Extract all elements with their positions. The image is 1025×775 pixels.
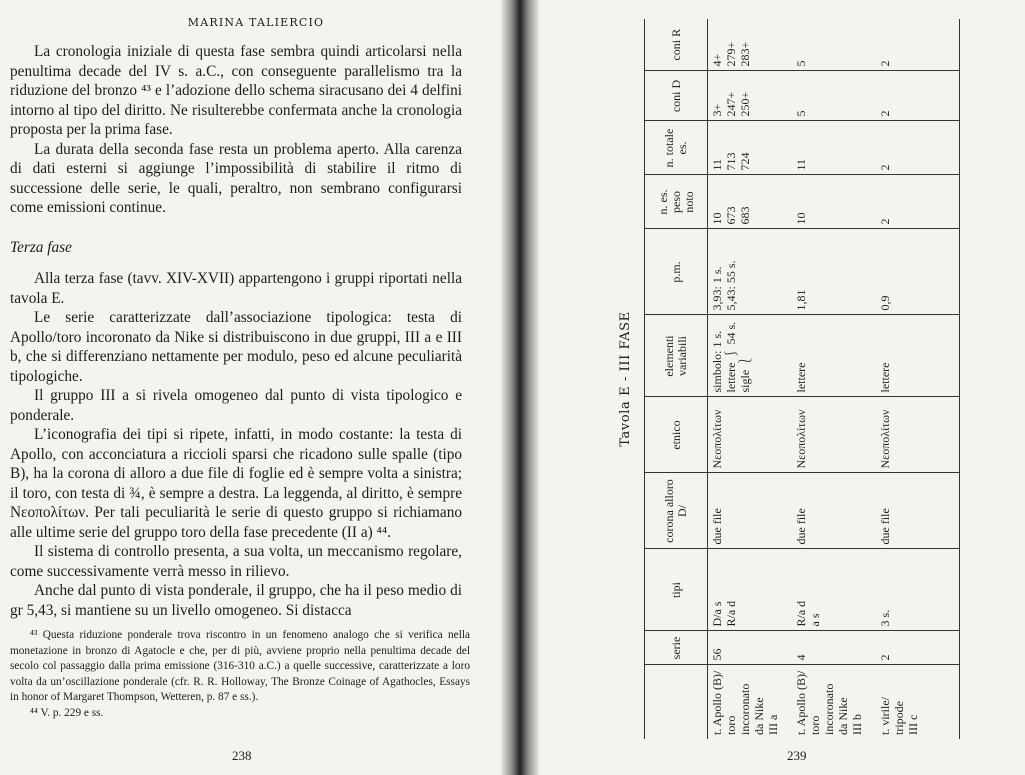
cell-line: t. virile/ xyxy=(877,697,892,735)
table-cell-label xyxy=(708,665,792,739)
table-header-cell: serie xyxy=(645,631,708,665)
table-cell-coni-d xyxy=(708,71,792,121)
table-cell-pm xyxy=(792,229,876,315)
table-header-cell: coni D xyxy=(645,71,708,121)
paragraph: Le serie caratterizzate dall’associazione tipologica: testa di Apollo/toro incoronato da Nike si distribuiscono in due gruppi, III a e III b, che si differenziano nettamente per modulo, peso ed alcune peculiarità tipologiche. xyxy=(10,309,462,385)
cell-line: 11 xyxy=(710,158,724,171)
cell-line: 279+ xyxy=(724,41,738,67)
table-row xyxy=(792,19,876,739)
body-text xyxy=(10,42,462,620)
table-row xyxy=(708,19,792,739)
table-cell-etnico: Νεοπολίτων xyxy=(876,397,960,473)
cell-line: 5 xyxy=(793,110,808,117)
cell-line: tripode xyxy=(891,701,906,735)
paragraph: Il gruppo III a si rivela omogeneo dal punto di vista tipologico e ponderale. xyxy=(10,387,462,424)
table-cell-elementi xyxy=(876,315,960,397)
table-cell-coni-r xyxy=(876,19,960,71)
cell-line: lettere ⎰ 54 s. xyxy=(724,321,738,393)
table-header-cell: coni R xyxy=(645,19,708,71)
table-header-cell: corona alloro D/ xyxy=(645,473,708,549)
rotated-table-block xyxy=(618,19,1012,739)
cell-line: a s xyxy=(807,613,822,627)
paragraph: Il sistema di controllo presenta, a sua volta, un meccanismo regolare, come successivamente verrà messo in rilievo. xyxy=(10,543,462,580)
table-cell-serie: 2 xyxy=(876,631,960,665)
left-page xyxy=(0,0,512,775)
cell-line: 11 xyxy=(793,158,808,171)
cell-line: 1,81 xyxy=(793,289,808,311)
cell-line: sigle ⎱ xyxy=(738,354,752,393)
cell-line: toro incoronato xyxy=(724,683,752,735)
cell-line: t. Apollo (B)/ xyxy=(710,670,724,735)
footnotes xyxy=(10,628,470,721)
table-cell-coni-d xyxy=(876,71,960,121)
table-cell-coni-r xyxy=(708,19,792,71)
table-header-cell: n. totale es. xyxy=(645,121,708,175)
table-cell-label xyxy=(876,665,960,739)
table-cell-coni-r xyxy=(792,19,876,71)
page-number: 239 xyxy=(787,748,807,763)
cell-line: R/a d xyxy=(793,600,808,627)
cell-line: 4+ xyxy=(710,53,724,67)
table-header-row xyxy=(645,19,708,739)
cell-line: 2 xyxy=(877,60,892,67)
table-header-cell: n. es. peso noto xyxy=(645,175,708,229)
table-cell-n-totale xyxy=(708,121,792,175)
cell-line: lettere xyxy=(877,362,892,393)
table-cell-serie: 56 xyxy=(708,631,792,665)
table-cell-corona: due file xyxy=(792,473,876,549)
book-gutter xyxy=(500,0,540,775)
data-table xyxy=(644,19,960,739)
table-cell-n-es-peso xyxy=(708,175,792,229)
table-header-cell: tipi xyxy=(645,549,708,631)
cell-line: D/a s xyxy=(710,601,724,627)
cell-line: 250+ xyxy=(738,91,752,117)
table-cell-label xyxy=(792,665,876,739)
page-number: 238 xyxy=(232,748,252,763)
paragraph: La durata della seconda fase resta un problema aperto. Alla carenza di dati esterni si aggiunge l’impossibilità di stabilire il ritmo di successione delle serie, le quali, peraltro, non sembrano configurarsi come emissioni continue. xyxy=(10,140,462,216)
running-head: MARINA TALIERCIO xyxy=(187,16,325,29)
cell-line: III b xyxy=(849,714,864,735)
cell-line: lettere xyxy=(793,362,808,393)
cell-line: III c xyxy=(905,714,920,735)
cell-line: 673 xyxy=(724,206,738,225)
table-cell-elementi xyxy=(708,315,792,397)
footnote: ⁴³ Questa riduzione ponderale trova riscontro in un fenomeno analogo che si verifica nella monetazione in bronzo di Agatocle e che, per di più, avviene proprio nella penultima decade del secolo col passaggio dalla prima emissione (316-310 a.C.) a quelle successive, caratterizzate a loro volta da un’oscillazione ponderale (cfr. R. R. Holloway, The Bronze Coinage of Agathocles, Essays in honor of Margaret Thompson, Wetteren, p. 87 e ss.). xyxy=(10,629,470,703)
cell-line: 3,93: 1 s. xyxy=(710,266,724,311)
table-cell-serie: 4 xyxy=(792,631,876,665)
table-cell-pm xyxy=(876,229,960,315)
cell-line: simbolo: 1 s. xyxy=(710,330,724,393)
table-cell-corona: due file xyxy=(876,473,960,549)
paragraph: Alla terza fase (tavv. XIV-XVII) appartengono i gruppi riportati nella tavola Ε. xyxy=(10,270,462,307)
cell-line: III a xyxy=(766,714,780,735)
cell-line: toro incoronato xyxy=(807,683,836,735)
paragraph: La cronologia iniziale di questa fase sembra quindi articolarsi nella penultima decade del IV s. a.C., con conseguente parallelismo tra la riduzione del bronzo ⁴³ e l’adozione dello schema siracusano dei 4 delfini intorno al tipo del diritto. Ne risulterebbe confermata anche la cronologia proposta per la prima fase. xyxy=(10,43,462,138)
cell-line: 3+ xyxy=(710,103,724,117)
cell-line: 10 xyxy=(710,212,724,225)
table-cell-n-es-peso xyxy=(792,175,876,229)
table-cell-pm xyxy=(708,229,792,315)
section-title: Terza fase xyxy=(10,238,72,256)
cell-line: da Nike xyxy=(752,697,766,735)
cell-line: 3 s. xyxy=(877,609,892,627)
table-cell-n-totale xyxy=(876,121,960,175)
cell-line: 2 xyxy=(877,164,892,171)
table-cell-tipi xyxy=(708,549,792,631)
cell-line: da Nike xyxy=(835,697,850,735)
cell-line: 5 xyxy=(793,60,808,67)
table-cell-n-es-peso xyxy=(876,175,960,229)
table-cell-tipi xyxy=(876,549,960,631)
table-header-cell: p.m. xyxy=(645,229,708,315)
cell-line: 247+ xyxy=(724,91,738,117)
cell-line: R/a d xyxy=(724,600,738,627)
right-page xyxy=(528,0,1025,775)
cell-line: 713 xyxy=(724,152,738,171)
cell-line: 2 xyxy=(877,110,892,117)
cell-line: 0,9 xyxy=(877,295,892,311)
table-cell-n-totale xyxy=(792,121,876,175)
cell-line: 283+ xyxy=(738,41,752,67)
table-cell-corona: due file xyxy=(708,473,792,549)
table-cell-etnico: Νεοπολίτων xyxy=(708,397,792,473)
table-header-cell: elementi variabili xyxy=(645,315,708,397)
table-header-cell xyxy=(645,665,708,739)
cell-line: 10 xyxy=(793,212,808,225)
table-cell-elementi xyxy=(792,315,876,397)
table-row xyxy=(876,19,960,739)
footnote: ⁴⁴ V. p. 229 e ss. xyxy=(30,706,104,719)
table-title: Tavola E - III FASE xyxy=(618,311,633,447)
cell-line: t. Apollo (B)/ xyxy=(793,670,808,735)
table-cell-coni-d xyxy=(792,71,876,121)
paragraph: L’iconografia dei tipi si ripete, infatti, in modo costante: la testa di Apollo, con acconciatura a riccioli sparsi che ricadono sulle spalle (tipo B), ha la corona di alloro a due file di foglie ed è sempre volta a sinistra; il toro, con testa di ¾, è sempre a destra. La leggenda, al diritto, è sempre Νεοπολίτων. Per tali peculiarità le serie di questo gruppo si richiamano alle ultime serie del gruppo toro della fase precedente (II a) ⁴⁴. xyxy=(10,426,462,541)
table-cell-etnico: Νεοπολίτων xyxy=(792,397,876,473)
table-cell-tipi xyxy=(792,549,876,631)
cell-line: 724 xyxy=(738,152,752,171)
table-header-cell: etnico xyxy=(645,397,708,473)
cell-line: 5,43: 55 s. xyxy=(724,260,738,311)
cell-line: 2 xyxy=(877,218,892,225)
cell-line: 683 xyxy=(738,206,752,225)
paragraph: Anche dal punto di vista ponderale, il gruppo, che ha il peso medio di gr 5,43, si mantiene su un livello omogeneo. Si distacca xyxy=(10,582,462,619)
